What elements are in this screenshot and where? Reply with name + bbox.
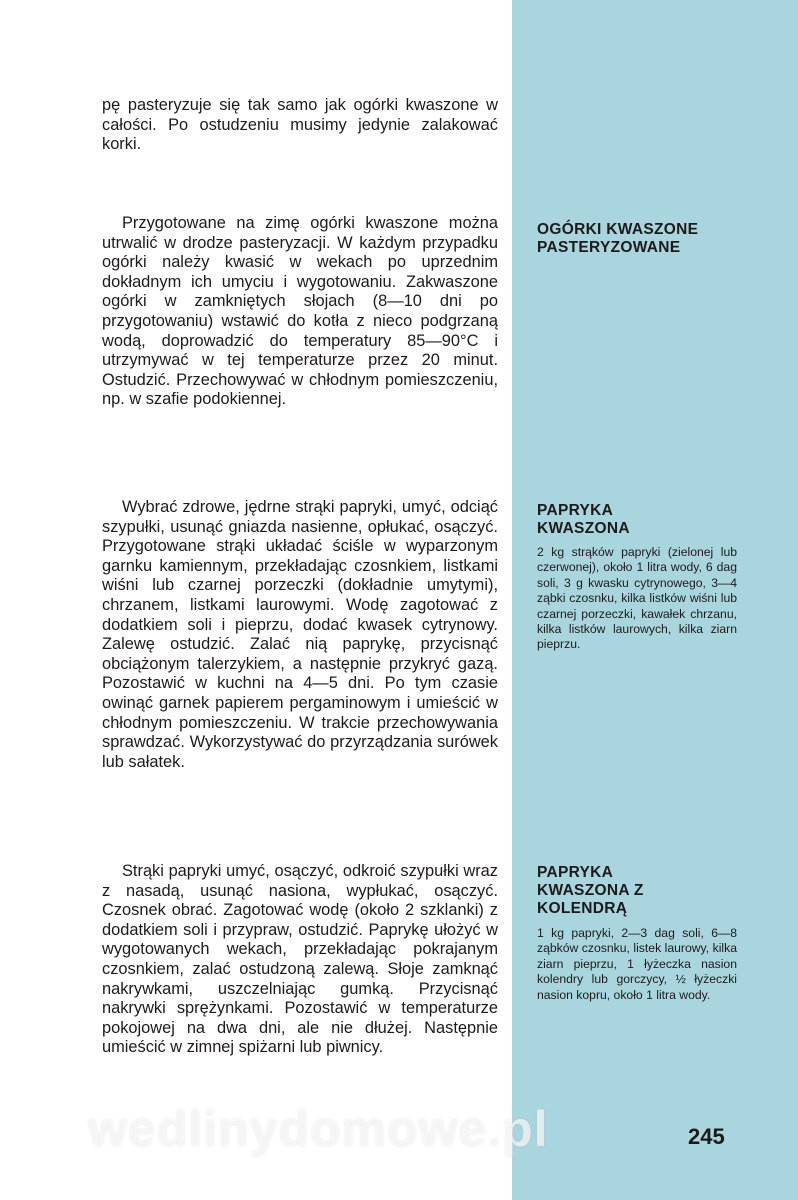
recipe-1-instructions: Przygotowane na zimę ogórki kwaszone można utrwalić w drodze pasteryzacji. W każdym przypadku ogórki należy kwasić w wekach po uprzednim dokładnym ich umyciu i wygotowaniu. Zakwaszone ogórki w zamkniętych słojach (8—10 dni po przygotowaniu) wstawić do kotła z nieco podgrzaną wodą, doprowadzić do temperatury 85—90°C i utrzymywać w tej temperaturze przez 20 minut. Ostudzić. Przechowywać w chłodnym pomieszczeniu, np. w szafie podokiennej. bbox=[102, 214, 498, 409]
recipe-3-title: PAPRYKA KWASZONA Z KOLENDRĄ bbox=[537, 864, 644, 917]
recipe-3-ingredients: 1 kg papryki, 2—3 dag soli, 6—8 ząbków czosnku, listek laurowy, kilka ziarn pieprzu, 1 łyżeczka nasion kolendry lub gorczycy, ½ łyżeczki nasion kopru, około 1 litra wody. bbox=[537, 926, 737, 1002]
recipe-2-instructions: Wybrać zdrowe, jędrne strąki papryki, umyć, odciąć szypułki, usunąć gniazda nasienne, opłukać, osączyć. Przygotowane strąki układać ściśle w wyparzonym garnku kamiennym, przekładając czosnkiem, listkami wiśni lub czarnej porzeczki (dokładnie umytymi), chrzanem, listkami laurowymi. Wodę zagotować z dodatkiem soli i pieprzu, dodać kwasek cytrynowy. Zalewę ostudzić. Zalać nią paprykę, przycisnąć obciążonym talerzykiem, a następnie przykryć gazą. Pozostawić w kuchni na 4—5 dni. Po tym czasie owinąć garnek papierem pergaminowym i umieścić w chłodnym pomieszczeniu. W trakcie przechowywania sprawdzać. Wykorzystywać do przyrządzania surówek lub sałatek. bbox=[102, 498, 498, 771]
page-number: 245 bbox=[688, 1124, 725, 1149]
recipe-3-instructions: Strąki papryki umyć, osączyć, odkroić szypułki wraz z nasadą, usunąć nasiona, wypłukać, osączyć. Czosnek obrać. Zagotować wodę (około 2 szklanki) z dodatkiem soli i przypraw, ostudzić. Paprykę ułożyć w wygotowanych wekach, przekładając pokrajanym czosnkiem, zalać ostudzoną zalewą. Słoje zamknąć nakrywkami, uszczelniając gumką. Przycisnąć nakrywki sprężynkami. Pozostawić w temperaturze pokojowej na dwa dni, ale nie dłużej. Następnie umieścić w zimnej spiżarni lub piwnicy. bbox=[102, 862, 498, 1057]
recipe-2-title: PAPRYKA KWASZONA bbox=[537, 502, 630, 537]
continuation-text: pę pasteryzuje się tak samo jak ogórki kwaszone w całości. Po ostudzeniu musimy jedynie zalakować korki. bbox=[102, 96, 498, 154]
recipe-1-title: OGÓRKI KWASZONE PASTERYZOWANE bbox=[537, 221, 699, 256]
recipe-2-ingredients: 2 kg strąków papryki (zielonej lub czerwonej), około 1 litra wody, 6 dag soli, 3 g kwasku cytrynowego, 3—4 ząbki czosnku, kilka listków wiśni lub czarnej porzeczki, kawałek chrzanu, kilka listków laurowych, kilka ziarn pieprzu. bbox=[537, 545, 737, 652]
watermark-text: wedlinydomowe.pl bbox=[88, 1101, 549, 1157]
